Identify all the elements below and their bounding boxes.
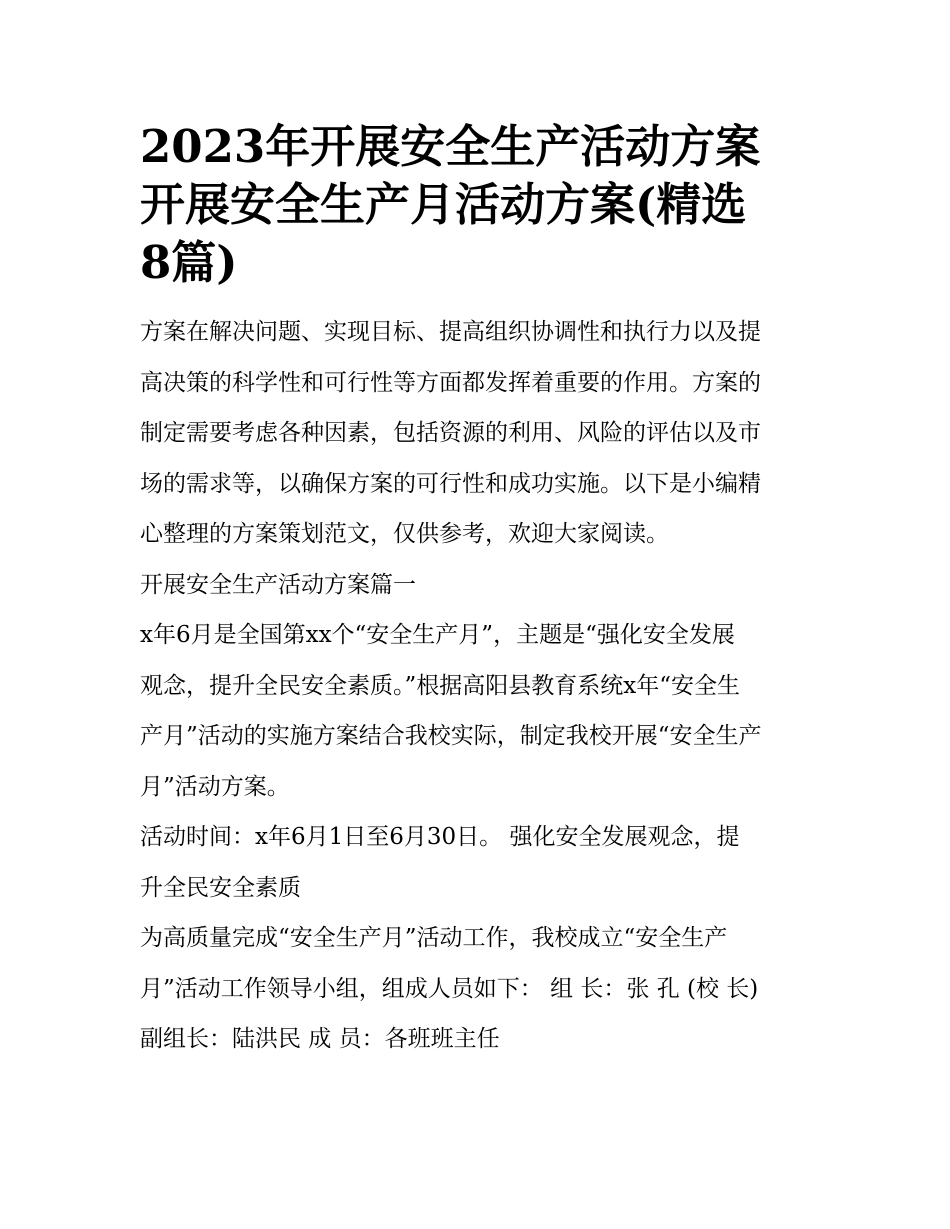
text-line: 副组长：陆洪民 成 员：各班班主任 [140, 1026, 500, 1052]
section-heading [140, 560, 815, 611]
text-line: 开展安全生产活动方案篇一 [140, 571, 416, 598]
text-line: 高决策的科学性和可行性等方面都发挥着重要的作用。方案的 [140, 369, 761, 396]
text-line: 月”活动方案。 [140, 773, 290, 800]
text-line: 月”活动工作领导小组，组成人员如下： 组 长：张 孔 (校 长) [140, 975, 759, 1002]
title-line: 开展安全生产月活动方案(精选 [140, 178, 747, 231]
intro-paragraph [140, 307, 815, 560]
text-line: 方案在解决问题、实现目标、提高组织协调性和执行力以及提 [140, 319, 761, 345]
text-line: 观念，提升全民安全素质。”根据高阳县教育系统x年“安全生 [140, 672, 740, 699]
title-line: 2023年开展安全生产活动方案 [140, 120, 761, 173]
text-line: x年6月是全国第xx个“安全生产月”，主题是“强化安全发展 [140, 622, 735, 648]
theme-paragraph [140, 610, 815, 812]
text-line: 活动时间：x年6月1日至6月30日。 强化安全发展观念，提 [140, 824, 740, 850]
document-title [140, 118, 815, 292]
document-body [140, 307, 815, 1065]
organization-paragraph [140, 913, 815, 1065]
activity-time-paragraph [140, 812, 815, 913]
text-line: 制定需要考虑各种因素，包括资源的利用、风险的评估以及市 [140, 420, 761, 446]
text-line: 为高质量完成“安全生产月”活动工作，我校成立“安全生产 [140, 925, 728, 951]
text-line: 场的需求等，以确保方案的可行性和成功实施。以下是小编精 [140, 470, 761, 497]
title-line: 8篇) [140, 236, 238, 289]
text-line: 产月”活动的实施方案结合我校实际，制定我校开展“安全生产 [140, 723, 762, 749]
text-line: 升全民安全素质 [140, 874, 301, 901]
text-line: 心整理的方案策划范文，仅供参考，欢迎大家阅读。 [140, 521, 669, 547]
document-content [140, 118, 815, 1065]
